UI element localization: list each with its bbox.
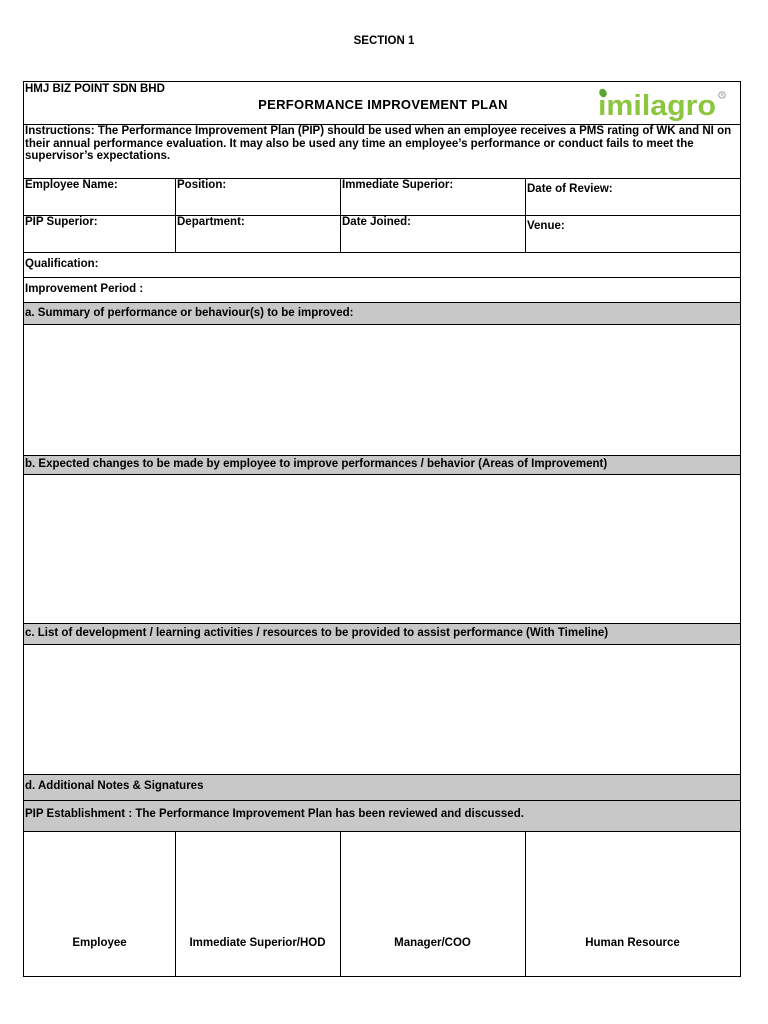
section-b-header: [24, 456, 740, 475]
form-header: [24, 82, 740, 125]
employee-info-row: [24, 179, 740, 216]
improvement-period-label: Improvement Period :: [25, 283, 144, 295]
immediate-superior-label: Immediate Superior:: [342, 179, 454, 191]
qualification-row: [24, 253, 740, 278]
section-a-header: [24, 303, 740, 325]
date-of-review-label: Date of Review:: [527, 183, 613, 195]
venue-label: Venue:: [527, 220, 565, 232]
section-b-body[interactable]: [24, 475, 740, 624]
pip-establishment-text: PIP Establishment : The Performance Improvement Plan has been reviewed and discussed.: [25, 808, 524, 820]
qualification-label: Qualification:: [25, 258, 99, 270]
signature-employee[interactable]: Employee: [72, 937, 127, 949]
section-d-header: [24, 775, 740, 801]
svg-text:R: R: [720, 92, 724, 98]
pip-info-row: [24, 216, 740, 253]
section-d-title: d. Additional Notes & Signatures: [25, 780, 204, 792]
instructions-row: [24, 125, 740, 179]
section-c-title: c. List of development / learning activities / resources to be provided to assist performance (With Timeline): [25, 627, 609, 639]
employee-name-label: Employee Name:: [25, 179, 118, 191]
milagro-logo: [598, 84, 728, 122]
signature-manager-coo[interactable]: Manager/COO: [394, 937, 471, 949]
improvement-period-row: [24, 278, 740, 303]
pip-superior-label: PIP Superior:: [25, 216, 98, 228]
signature-immediate-superior[interactable]: Immediate Superior/HOD: [189, 937, 326, 949]
date-joined-label: Date Joined:: [342, 216, 412, 228]
position-label: Position:: [177, 179, 227, 191]
department-label: Department:: [177, 216, 245, 228]
signature-row: [24, 832, 740, 976]
section-a-body[interactable]: [24, 325, 740, 456]
milagro-logo-graphic: [598, 84, 728, 122]
pip-form: [23, 81, 741, 977]
section-a-title: a. Summary of performance or behaviour(s) to be improved:: [25, 307, 354, 319]
instructions-text: Instructions: The Performance Improvement Plan (PIP) should be used when an employee receives a PMS rating of WK and NI on their annual performance evaluation. It may also be used any time an employee’s performance or conduct fails to meet the supervisor’s expectations.: [25, 125, 732, 162]
signature-human-resource[interactable]: Human Resource: [585, 937, 680, 949]
section-b-title: b. Expected changes to be made by employee to improve performances / behavior (Areas of Improvement): [25, 458, 608, 470]
section-c-header: [24, 624, 740, 645]
company-name: HMJ BIZ POINT SDN BHD: [25, 83, 165, 95]
section-c-body[interactable]: [24, 645, 740, 775]
section-heading: SECTION 1: [353, 35, 415, 47]
svg-text:ımilagro: ımilagro: [598, 90, 716, 122]
form-title: PERFORMANCE IMPROVEMENT PLAN: [258, 97, 508, 112]
pip-establishment-row: [24, 801, 740, 832]
